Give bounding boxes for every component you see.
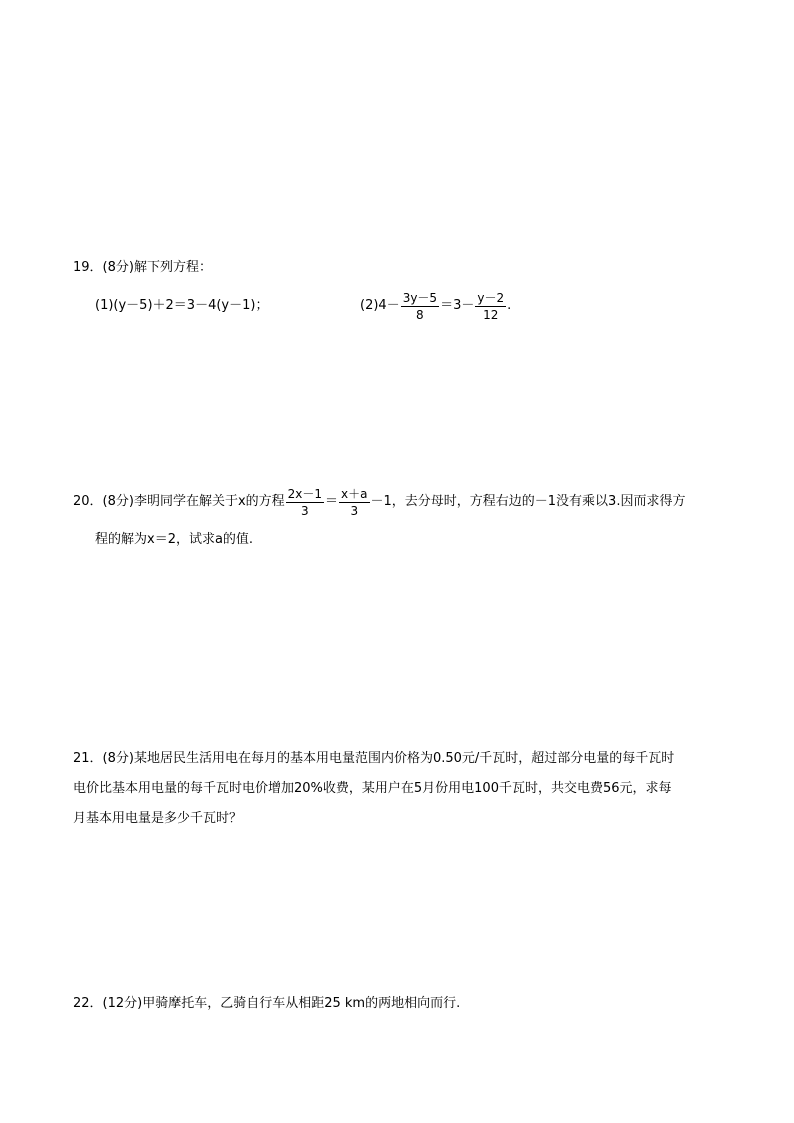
- q19-part2-prefix: (2)4－: [360, 298, 400, 313]
- q19-fraction-2-denominator: 12: [483, 307, 499, 322]
- q20-fraction-2-denominator: 3: [350, 503, 359, 518]
- q20-line2: 程的解为x＝2，试求a的值.: [95, 532, 254, 547]
- q19-part2-suffix: .: [507, 298, 512, 313]
- q21-line3: 月基本用电量是多少千瓦时？: [73, 811, 243, 826]
- q20-suffix: －1，去分母时，方程右边的－1没有乘以3.因而求得方: [370, 494, 686, 509]
- q19-fraction-2: [475, 291, 506, 322]
- q20-prefix: 20．(8分)李明同学在解关于x的方程: [73, 494, 285, 509]
- q20-equals: ＝: [325, 494, 339, 509]
- q20-line1: [73, 480, 685, 525]
- q20-fraction-2: [339, 487, 369, 518]
- q20-fraction-1-numerator: 2x－1: [287, 486, 323, 501]
- q19-part1: (1)(y－5)＋2＝3－4(y－1)；: [95, 298, 269, 313]
- q21-line2: 电价比基本用电量的每千瓦时电价增加20%收费，某用户在5月份用电100千瓦时，共交电费56元，求每: [73, 781, 672, 796]
- q20-fraction-2-numerator: x＋a: [341, 486, 368, 501]
- q19-title: 19．(8分)解下列方程：: [73, 260, 212, 275]
- q22-line1: 22．(12分)甲骑摩托车，乙骑自行车从相距25 km的两地相向而行.: [73, 996, 461, 1011]
- q21-line1: 21．(8分)某地居民生活用电在每月的基本用电量范围内价格为0.50元/千瓦时，超过部分电量的每千瓦时: [73, 751, 675, 766]
- q19-part2-mid: ＝3－: [440, 298, 475, 313]
- q20-fraction-1: [286, 487, 324, 518]
- q19-fraction-2-numerator: y－2: [477, 290, 505, 305]
- q20-fraction-1-denominator: 3: [301, 503, 309, 518]
- q19-part2: [360, 284, 511, 329]
- q19-fraction-1-numerator: 3y－5: [402, 290, 438, 305]
- q19-fraction-1-denominator: 8: [416, 307, 424, 322]
- q19-fraction-1: [401, 291, 439, 322]
